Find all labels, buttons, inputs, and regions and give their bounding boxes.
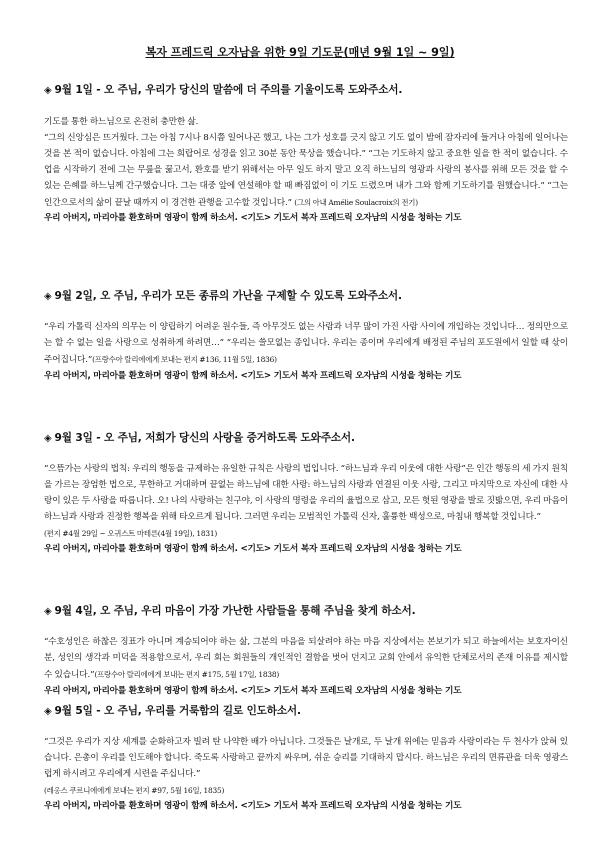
day-section (44, 704, 568, 815)
closing-prayer: 우리 아버지, 마리아를 환호하며 영광이 함께 하소서. <기도> 기도서 복자 프레드릭 오자남의 시성을 청하는 기도 (44, 800, 462, 811)
closing-prayer: 우리 아버지, 마리아를 환호하며 영광이 함께 하소서. <기도> 기도서 복자 프레드릭 오자남의 시성을 청하는 기도 (44, 213, 462, 224)
day-heading-text: 9월 1일 - 오 주님, 우리가 당신의 말씀에 더 주의를 기울이도록 도와주소서. (54, 84, 403, 96)
day-section (44, 289, 568, 385)
quote-source: (프랑수아 랄리에에게 보내는 편지 #136, 11월 5일, 1836) (92, 354, 277, 364)
diamond-bullet-icon: ◈ (44, 85, 52, 96)
day-heading-text: 9월 2일, 오 주님, 우리가 모든 종류의 가난을 구제할 수 있도록 도와주소서. (54, 290, 402, 302)
quote-text: “그의 신앙심은 뜨거웠다. 그는 아침 7시나 8시쯤 일어나곤 했고, 나는 그가 성호를 긋지 않고 기도 없이 밤에 잠자리에 들거나 아침에 일어나는 것을 본 적이 없습니다. 아침에 그는 희랍어로 성경을 읽고 30분 동안 묵상을 했습니다.” “그는 기도하지 않고 중요한 일을 한 적이 없습니다. 수업을 시작하기 전에 그는 무릎을 꿇고서, 환호를 받기 위해서는 아무 일도 하지 말고 오직 하느님의 영광과 사랑의 봉사를 위해 모든 것을 할 수 있는 은혜를 하느님께 간구했습니다. 그는 대중 앞에 연설해야 할 때 빠짐없이 이 기도 드렸으며 내가 그와 함께 기도하기를 원했습니다.” “그는 인간으로서의 삶이 끝날 때까지 이 경건한 관행을 고수할 것입니다.” (44, 132, 568, 208)
day-body (44, 320, 568, 369)
quote-source: (프랑수아 랄리에에게 보내는 편지 #175, 5월 17일, 1838) (94, 669, 280, 679)
day-body (44, 115, 568, 211)
day-quote (44, 320, 568, 369)
day-heading (44, 289, 568, 303)
day-heading-text: 9월 4일, 오 주님, 우리 마음이 가장 가난한 사람들을 통해 주님을 찾게 하소서. (54, 605, 416, 617)
day-section (44, 83, 568, 227)
diamond-bullet-icon: ◈ (44, 706, 52, 717)
diamond-bullet-icon: ◈ (44, 606, 52, 617)
quote-text: “우리 가톨릭 신자의 의무는 이 양립하기 어려운 원수들, 즉 아무것도 없는 사람과 너무 많이 가진 사람 사이에 개입하는 것입니다… 정의만으로는 할 수 없는 일을 사랑으로 성취하게 하려면…” “우리는 쓸모없는 종입니다. 우리는 종이며 우리에게 배정된 주님의 포도원에서 일할 때 삯이 주어집니다.” (44, 322, 568, 365)
day-quote: “으뜸가는 사랑의 법칙: 우리의 행동을 규제하는 유일한 규칙은 사랑의 법입니다. “하느님과 우리 이웃에 대한 사랑”은 인간 행동의 세 가지 원칙을 가르는 장엄한 법으로, 무한하고 거대하며 끝없는 하느님에 대한 사랑: 하느님의 사랑과 연결된 이웃 사랑, 그리고 마지막으로 자신에 대한 사랑이 있은 두 사랑을 따릅니다. 오! 나의 사랑하는 친구야, 이 사랑의 명령을 우리의 율법으로 삼고, 모든 헛된 영광을 발로 짓밟으면, 우리 마음이 하느님과 사랑과 진정한 행복을 위해 타오르게 됩니다. 그러면 우리는 모범적인 가톨릭 신자, 훌륭한 백성으로, 마침내 행복할 것입니다.” (44, 464, 568, 522)
diamond-bullet-icon: ◈ (44, 291, 52, 302)
day-intro: 기도를 통한 하느님으로 온전히 충만한 삶. (44, 117, 199, 127)
day-heading (44, 704, 568, 718)
day-quote: “그것은 우리가 지상 세계를 순화하고자 빌려 탄 나약한 배가 아닙니다. 그것들은 날개로, 두 날개 위에는 믿음과 사랑이라는 두 천사가 앉혀 있습니다. 은총이 우리를 인도해야 합니다. 죽도록 사랑하고 끝까지 싸우며, 쉬운 승리를 기대하지 맙시다. 하느님은 우리의 면류관을 더욱 영광스럽게 하시려고 우리에게 시련을 주십니다.” (44, 737, 568, 779)
day-body (44, 462, 568, 542)
day-section (44, 431, 568, 557)
page-title: 복자 프레드릭 오자남을 위한 9일 기도문(매년 9월 1일 ~ 9일) (145, 46, 455, 59)
diamond-bullet-icon: ◈ (44, 433, 52, 444)
day-heading-text: 9월 5일 - 오 주님, 우리를 거룩함의 길로 인도하소서. (54, 705, 301, 717)
closing-prayer: 우리 아버지, 마리아를 환호하며 영광이 함께 하소서. <기도> 기도서 복자 프레드릭 오자남의 시성을 청하는 기도 (44, 370, 462, 381)
day-heading-text: 9월 3일 - 오 주님, 저희가 당신의 사랑을 증거하도록 도와주소서. (54, 432, 355, 444)
quote-source: (레옹스 쿠르니에에게 보내는 편지 #97, 5월 16일, 1835) (44, 785, 225, 795)
day-section (44, 604, 568, 700)
day-quote (44, 635, 568, 684)
day-body (44, 735, 568, 799)
closing-prayer: 우리 아버지, 마리아를 환호하며 영광이 함께 하소서. <기도> 기도서 복자 프레드릭 오자남의 시성을 청하는 기도 (44, 685, 462, 696)
closing-prayer: 우리 아버지, 마리아를 환호하며 영광이 함께 하소서. <기도> 기도서 복자 프레드릭 오자남의 시성을 청하는 기도 (44, 543, 462, 554)
quote-source: (편지 #4월 29일 ~ 오귀스트 마테른(4월 19일), 1831) (44, 528, 218, 538)
day-body (44, 635, 568, 684)
quote-source: (그의 아내 Amélie Soulacroix의 전기) (294, 197, 418, 207)
day-heading (44, 431, 568, 445)
day-quote (44, 131, 568, 212)
quote-text: “수호성인은 하찮은 징표가 아니며 계승되어야 하는 삶, 그분의 마음을 되살려야 하는 마음 지상에서는 본보기가 되고 하늘에서는 보호자이신 분, 성인의 생각과 미덕을 적용함으로서, 우리 회는 회원들의 개인적인 결함을 벗어 던지고 교회 안에서 유익한 단체로서의 존재 이유를 제시할 수 있습니다.” (44, 637, 568, 680)
day-heading (44, 604, 568, 618)
day-heading (44, 83, 568, 97)
